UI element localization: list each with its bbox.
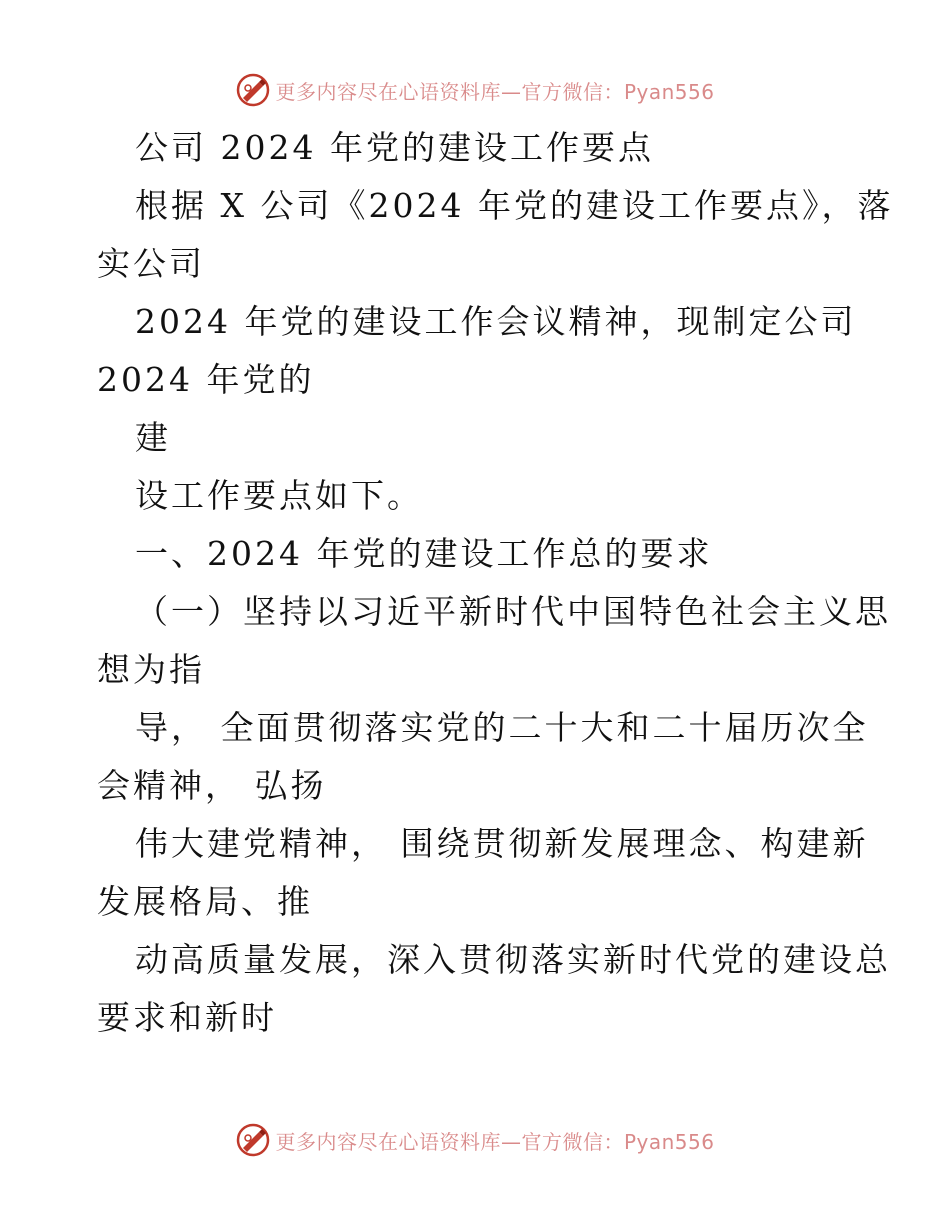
paragraph-line: 发展格局、推 bbox=[97, 882, 313, 921]
paragraph-line: 伟大建党精神， 围绕贯彻新发展理念、构建新 bbox=[135, 824, 869, 863]
paragraph-line: 实公司 bbox=[97, 244, 205, 283]
paragraph-line: 动高质量发展，深入贯彻落实新时代党的建设总 bbox=[135, 940, 891, 979]
logo-icon bbox=[235, 1122, 271, 1158]
paragraph-line: 设工作要点如下。 bbox=[135, 476, 423, 515]
doc-title: 公司 2024 年党的建设工作要点 bbox=[135, 128, 654, 167]
paragraph-line: 根据 X 公司《2024 年党的建设工作要点》，落 bbox=[135, 186, 894, 225]
watermark-text: 更多内容尽在心语资料库—官方微信：Pyan556 bbox=[275, 79, 715, 104]
paragraph-line: 建 bbox=[135, 418, 171, 457]
watermark-text: 更多内容尽在心语资料库—官方微信：Pyan556 bbox=[275, 1129, 715, 1154]
paragraph-line: 2024 年党的 bbox=[97, 360, 315, 399]
paragraph-line: 要求和新时 bbox=[97, 998, 277, 1037]
paragraph-line: 导， 全面贯彻落实党的二十大和二十届历次全 bbox=[135, 708, 869, 747]
paragraph-line: 会精神， 弘扬 bbox=[97, 766, 327, 805]
paragraph-line: 想为指 bbox=[97, 650, 205, 689]
watermark-footer bbox=[0, 1120, 950, 1160]
paragraph-line: 2024 年党的建设工作会议精神，现制定公司 bbox=[135, 302, 857, 341]
paragraph-line: （一）坚持以习近平新时代中国特色社会主义思 bbox=[135, 592, 891, 631]
section-heading: 一、2024 年党的建设工作总的要求 bbox=[135, 534, 713, 573]
